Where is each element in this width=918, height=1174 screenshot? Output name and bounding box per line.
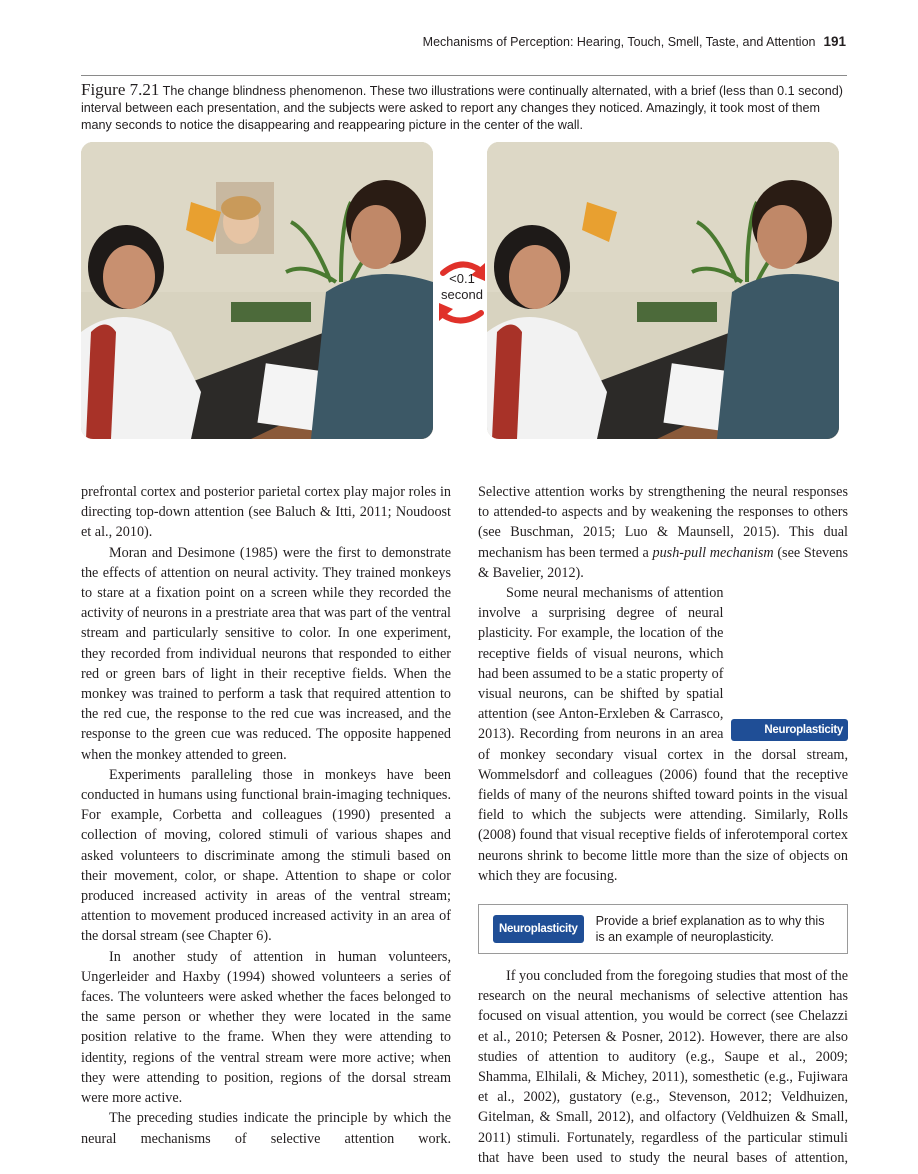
left-column: [81, 482, 451, 1149]
neuroplasticity-question-box: [478, 904, 848, 954]
interval-label: [430, 271, 494, 303]
figure-caption-text: The change blindness phenomenon. These two illustrations were continually alternated, with a brief (less than 0.1 second) interval between each presentation, and the subjects were asked to report any changes they noticed. Amazingly, it took most of them many seconds to notice the disappearing and reappearing picture in the center of the wall.: [81, 84, 843, 132]
neuroplasticity-badge: Neuroplasticity: [731, 719, 848, 741]
paragraph: prefrontal cortex and posterior parietal cortex play major roles in directing top-down attention (see Baluch & Itti, 2011; Noudoost et al., 2010).: [81, 484, 451, 541]
right-column: [478, 482, 848, 1168]
paragraph-text: (see Stevens & Bavelier, 2012).: [478, 544, 848, 581]
paragraph: Moran and Desimone (1985) were the first to demonstrate the effects of attention on neural activity. They trained monkeys to stare at a fixation point on a screen while they recorded the activity of neurons in a prestriate area that was part of the ventral stream and particularly sensitive to color. In one experiment, they recorded from individual neurons that responded to either red or green bars of light in their receptive fields. When the monkey was trained to perform a task that required attention to the red cue, the response to the red cue was increased, and the response to the green cue was reduced. The opposite happened when the monkey attended to green.: [81, 544, 451, 763]
paragraph: If you concluded from the foregoing studies that most of the research on the neural mechanisms of selective attention has focused on visual attention, you would be correct (see Chelazzi et al., 2010; Petersen & Posner, 2012). However, there are also studies of attention to auditory (e.g., Saupe et al., 2009; Shamma, Elhilali, & Michey, 2011), somesthetic (e.g., Fujiwara et al., 2002), gustatory (e.g., Stevenson, 2012; Veldhuizen, Gitelman, & Small, 2012), and olfactory (Veldhuizen & Small, 2011) stimuli. Fortunately, regardless of the particular stimuli that have been used to study the neural bases of attention,: [478, 968, 848, 1166]
paragraph: [478, 482, 848, 583]
photo-with-picture: [81, 142, 433, 439]
header-rule: [81, 75, 847, 76]
interval-unit: second: [441, 287, 483, 302]
figure-caption: [81, 81, 849, 134]
interval-value: <0.1: [449, 271, 475, 286]
page-number: 191: [823, 34, 846, 49]
paragraph: Experiments paralleling those in monkeys have been conducted in humans using functional brain-imaging techniques. For example, Corbetta and colleagues (1990) presented a collection of moving, colored stimuli of various shapes and asked volunteers to discriminate among the stimuli based on their movement, color, or shape. Attention to shape or color produced increased activity in areas of the ventral stream; attention to movement produced increased activity in an area of the dorsal stream (see Chapter 6).: [81, 766, 451, 945]
paragraph: The preceding studies indicate the principle by which the neural mechanisms of selective attention work.: [81, 1110, 451, 1147]
paragraph: [478, 583, 848, 886]
photo-without-picture: [487, 142, 839, 439]
running-title: Mechanisms of Perception: Hearing, Touch, Smell, Taste, and Attention: [422, 35, 816, 49]
neuroplasticity-badge: Neuroplasticity: [493, 915, 584, 943]
running-header: [423, 34, 846, 49]
paragraph: In another study of attention in human volunteers, Ungerleider and Haxby (1994) showed volunteers a series of faces. The volunteers were asked whether the faces belonged to the same person or whether they were located in the same position relative to the frame. When they were attending to identity, regions of the ventral stream were more active; when they were attending to position, regions of the dorsal stream were more active.: [81, 948, 451, 1107]
question-text: Provide a brief explanation as to why this is an example of neuroplasticity.: [595, 914, 825, 945]
key-term: push-pull mechanism: [652, 544, 774, 561]
paragraph-text: Some neural mechanisms of attention involve a surprising degree of neural plasticity. For example, the location of the receptive fields of visual neurons, which had been assumed to be a static property of visual neurons, can be shifted by spatial attention (see Anton-Erxleben & Carrasco, 2013). Recording from neurons in an area of monkey secondary visual cortex in the dorsal stream, Wommelsdorf and colleagues (2006) found that the receptive fields of many of the neurons shifted toward points in the visual field to which the subjects were attending. Similarly, Rolls (2008) found that visual receptive fields of inferotemporal cortex neurons shrink to become little more than the size of objects on which they are focusing.: [478, 585, 848, 884]
paragraph-text: Selective attention works by strengthening the neural responses to attended-to aspects and by weakening the responses to others (see Buschman, 2015; Luo & Maunsell, 2015). This dual mechanism has been termed a: [478, 484, 848, 561]
figure-label: Figure 7.21: [81, 80, 160, 99]
